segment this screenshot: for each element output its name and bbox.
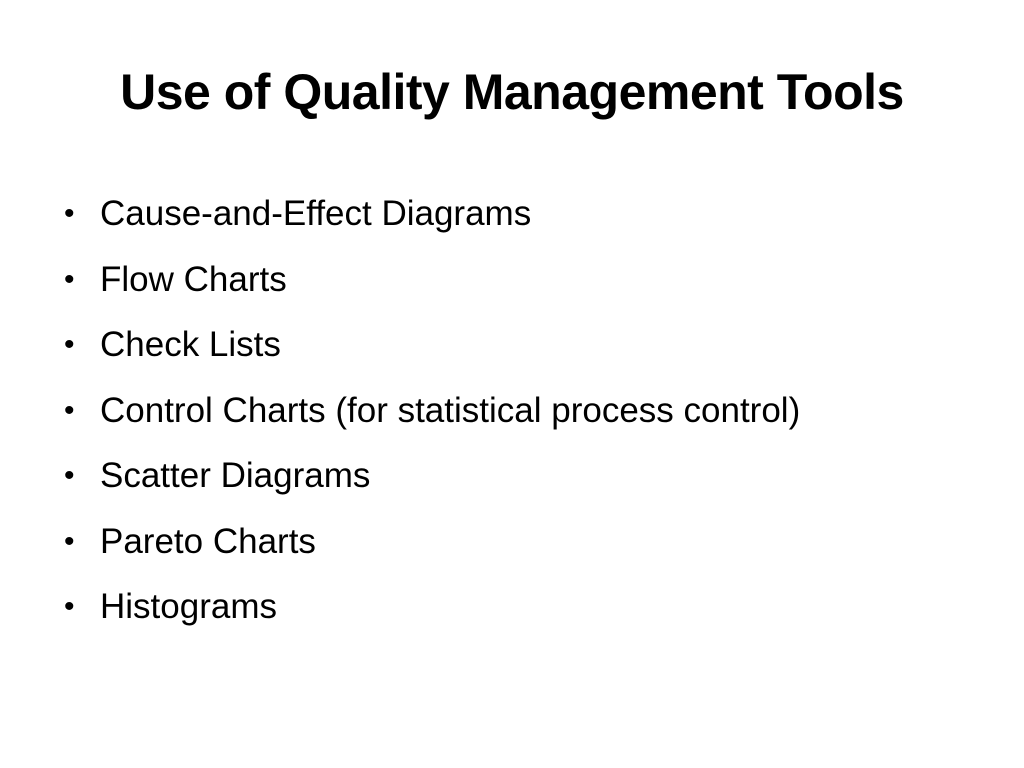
list-item (56, 188, 800, 254)
list-item (56, 254, 800, 320)
bullet-text: Control Charts (for statistical process control) (100, 390, 801, 430)
bullet-icon: • (64, 459, 75, 492)
bullet-icon: • (64, 262, 75, 296)
bullet-icon: • (64, 197, 75, 230)
bullet-text: Check Lists (100, 325, 281, 364)
list-item (56, 319, 800, 385)
bullet-list (56, 188, 800, 647)
bullet-text: Histograms (100, 587, 277, 626)
slide-title: Use of Quality Management Tools (120, 64, 904, 120)
bullet-icon: • (64, 328, 75, 361)
bullet-icon: • (64, 524, 75, 558)
bullet-text: Cause-and-Effect Diagrams (100, 194, 532, 233)
bullet-icon: • (64, 393, 75, 427)
list-item (56, 581, 800, 647)
list-item (56, 385, 800, 451)
bullet-text: Flow Charts (100, 259, 287, 299)
bullet-icon: • (64, 590, 75, 623)
list-item (56, 450, 800, 516)
list-item (56, 516, 800, 582)
bullet-text: Pareto Charts (100, 521, 316, 561)
bullet-text: Scatter Diagrams (100, 456, 371, 495)
